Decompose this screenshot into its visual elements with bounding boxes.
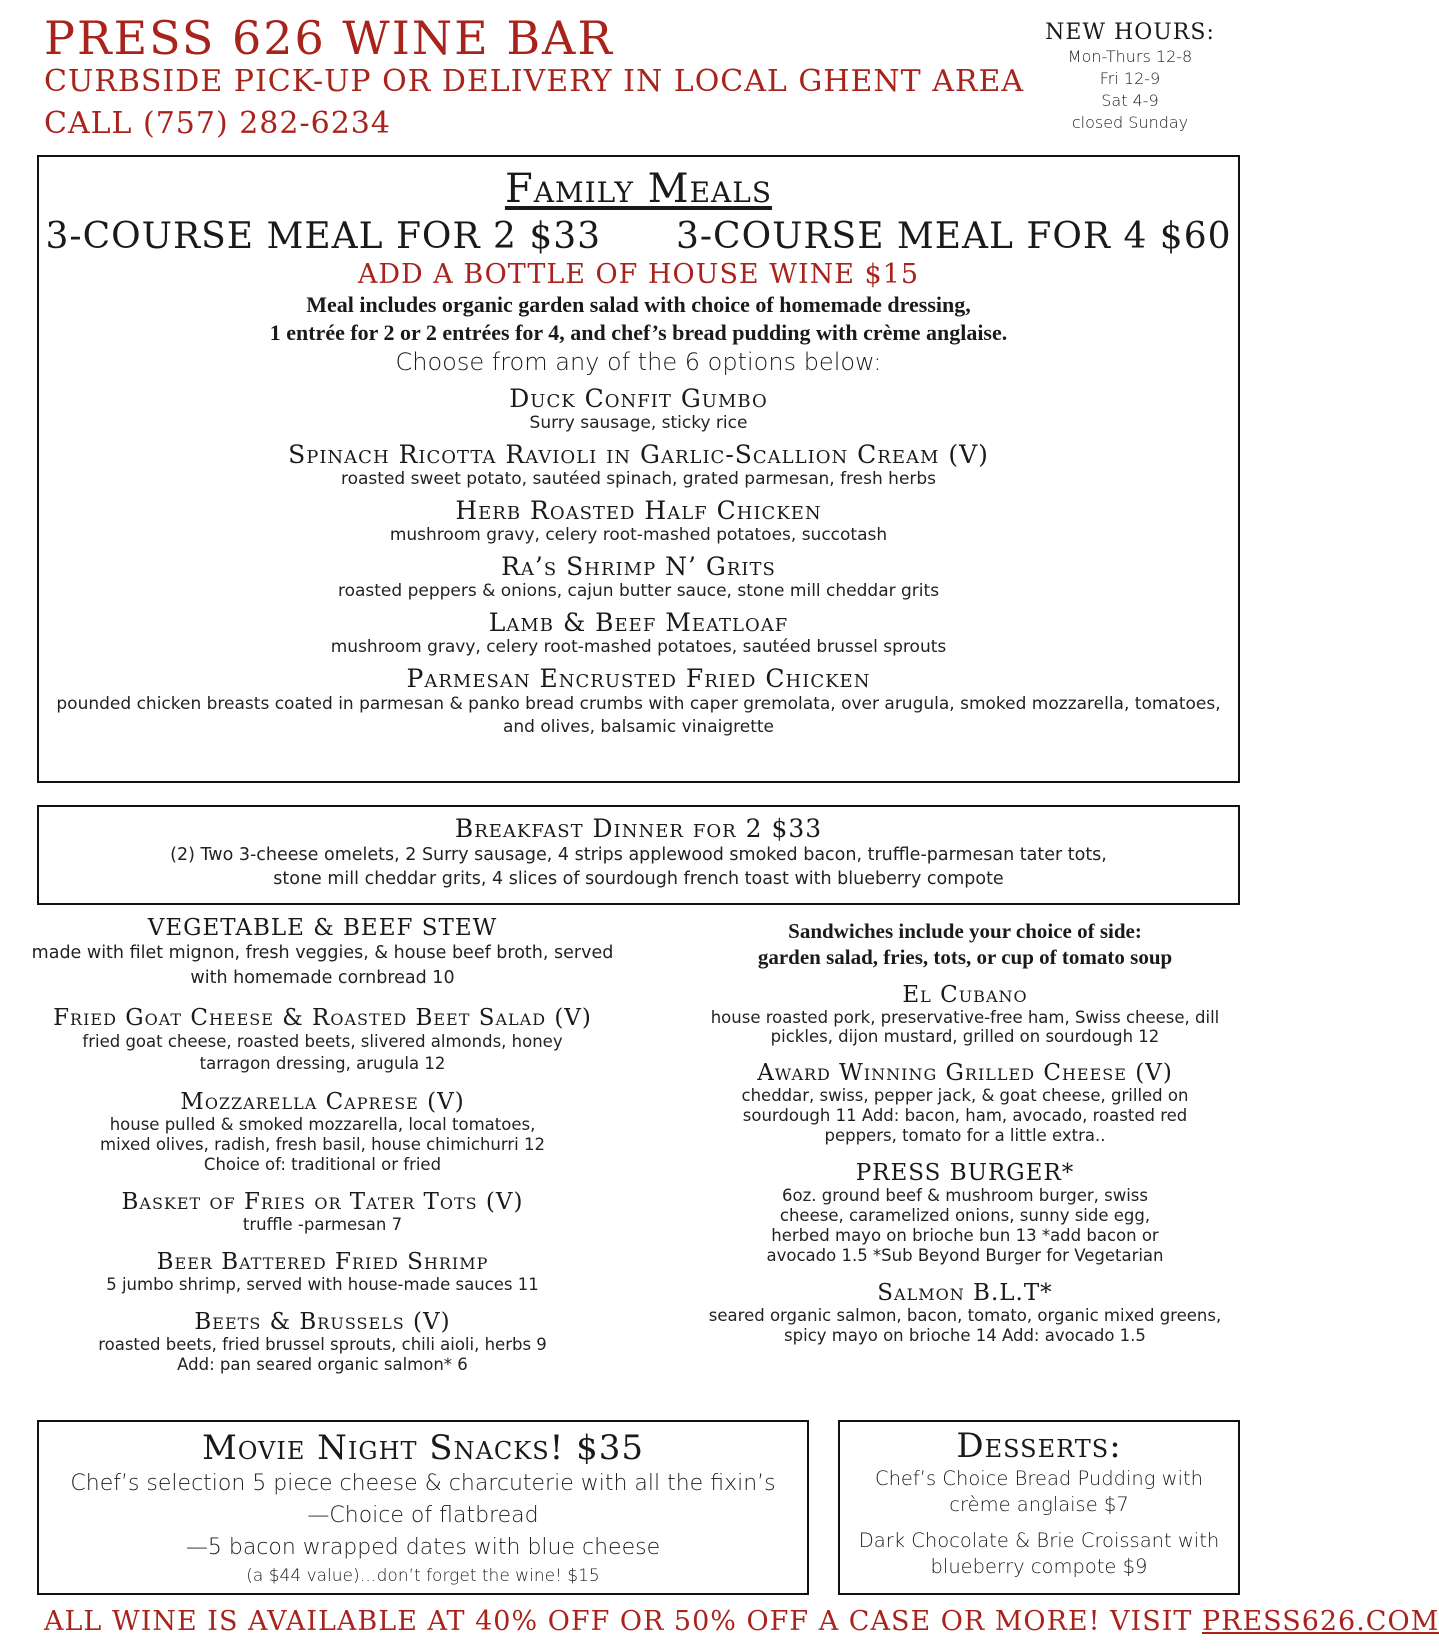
movie-night-line: (a $44 value)…don’t forget the wine! $15	[246, 1566, 600, 1586]
option-desc: roasted peppers & onions, cajun butter sauce, stone mill cheddar grits	[337, 581, 940, 601]
sandwich-desc: 6oz. ground beef & mushroom burger, swiss cheese, caramelized onions, sunny side egg, herbed mayo on brioche bun 13 *add bacon or avocado 1.5 *Sub Beyond Burger for Vegetarian	[766, 1186, 1164, 1265]
family-option	[39, 385, 1238, 433]
option-desc: mushroom gravy, celery root-mashed potatoes, sautéed brussel sprouts	[330, 637, 947, 657]
choose-options: Choose from any of the 6 options below:	[395, 348, 882, 376]
option-name: Herb Roasted Half Chicken	[455, 496, 822, 525]
family-option	[39, 553, 1238, 601]
website-link[interactable]: PRESS626.COM	[1201, 1606, 1439, 1637]
meal-includes-line: Meal includes organic garden salad with choice of homemade dressing,	[306, 292, 971, 317]
offer-for-4: 3-COURSE MEAL FOR 4 $60	[675, 216, 1232, 257]
movie-night-line: Chef’s selection 5 piece cheese & charcuterie with all the fixin’s	[70, 1471, 776, 1496]
meal-offers	[39, 217, 1238, 257]
sandwich-desc: cheddar, swiss, pepper jack, & goat cheese, grilled on sourdough 11 Add: bacon, ham, avocado, roasted red peppers, tomato for a little extra..	[741, 1086, 1189, 1145]
menu-item-desc: house pulled & smoked mozzarella, local tomatoes, mixed olives, radish, fresh basil, house chimichurri 12 Choice of: traditional or fried	[100, 1115, 545, 1174]
option-name: Spinach Ricotta Ravioli in Garlic-Scallion Cream (V)	[288, 440, 989, 469]
family-option	[39, 665, 1238, 739]
hours-line: closed Sunday	[1071, 113, 1189, 132]
menu-item-desc: made with filet mignon, fresh veggies, & house beef broth, served with homemade cornbread 10	[31, 943, 614, 988]
desserts-box	[838, 1420, 1240, 1595]
movie-night-line: —Choice of flatbread	[307, 1503, 539, 1528]
sandwich-name: PRESS BURGER*	[855, 1160, 1075, 1186]
option-name: Parmesan Encrusted Fried Chicken	[406, 664, 871, 693]
left-menu-column	[20, 915, 625, 1389]
movie-night-line: —5 bacon wrapped dates with blue cheese	[185, 1535, 661, 1560]
sandwich-note: garden salad, fries, tots, or cup of tomato soup	[757, 945, 1173, 969]
option-name: Duck Confit Gumbo	[509, 384, 768, 413]
menu-item-desc: roasted beets, fried brussel sprouts, chili aioli, herbs 9 Add: pan seared organic salmon* 6	[98, 1335, 547, 1374]
desserts-title: Desserts:	[956, 1426, 1122, 1466]
movie-night-box	[37, 1420, 809, 1595]
menu-item-desc: fried goat cheese, roasted beets, slivered almonds, honey tarragon dressing, arugula 12	[82, 1032, 563, 1073]
hours-block	[1030, 20, 1230, 134]
page-title: PRESS 626 WINE BAR	[44, 11, 614, 65]
breakfast-title: Breakfast Dinner for 2 $33	[454, 814, 823, 843]
menu-item-name: Beer Battered Fried Shrimp	[156, 1249, 489, 1275]
option-desc: pounded chicken breasts coated in parmesan & panko bread crumbs with caper gremolata, over arugula, smoked mozzarella, tomatoes, and olives, balsamic vinaigrette	[56, 694, 1221, 737]
menu-item-name: VEGETABLE & BEEF STEW	[147, 915, 498, 941]
pickup-subtitle: CURBSIDE PICK-UP OR DELIVERY IN LOCAL GHENT AREA	[44, 64, 1025, 99]
hours-heading: NEW HOURS:	[1045, 20, 1215, 45]
hours-line: Fri 12-9	[1099, 69, 1161, 88]
hours-line: Mon-Thurs 12-8	[1067, 47, 1193, 66]
family-option	[39, 609, 1238, 657]
menu-item	[20, 1089, 625, 1175]
sandwich-item	[680, 1160, 1250, 1266]
menu-item	[20, 1005, 625, 1075]
menu-item-desc: 5 jumbo shrimp, served with house-made sauces 11	[106, 1275, 539, 1294]
menu-item-name: Beets & Brussels (V)	[194, 1309, 451, 1335]
menu-item-desc: truffle -parmesan 7	[242, 1215, 403, 1234]
family-option	[39, 441, 1238, 489]
option-name: Lamb & Beef Meatloaf	[488, 608, 789, 637]
meal-includes-line: 1 entrée for 2 or 2 entrées for 4, and chef’s bread pudding with crème anglaise.	[269, 320, 1008, 345]
breakfast-desc: stone mill cheddar grits, 4 slices of sourdough french toast with blueberry compote	[273, 869, 1004, 889]
menu-item-name: Basket of Fries or Tater Tots (V)	[121, 1189, 524, 1215]
menu-item	[20, 1189, 625, 1235]
offer-for-2: 3-COURSE MEAL FOR 2 $33	[45, 216, 602, 257]
menu-item	[20, 915, 625, 991]
sandwich-desc: house roasted pork, preservative-free ham, Swiss cheese, dill pickles, dijon mustard, grilled on sourdough 12	[710, 1008, 1220, 1046]
sandwich-name: El Cubano	[902, 982, 1028, 1008]
family-option	[39, 497, 1238, 545]
dessert-item: Chef’s Choice Bread Pudding with crème anglaise $7	[874, 1467, 1204, 1516]
menu-item	[20, 1309, 625, 1375]
hours-line: Sat 4-9	[1101, 91, 1159, 110]
family-meals-box	[37, 155, 1240, 783]
menu-item	[20, 1249, 625, 1295]
menu-item-name: Fried Goat Cheese & Roasted Beet Salad (V)	[53, 1005, 592, 1031]
option-name: Ra’s Shrimp N’ Grits	[501, 552, 776, 581]
sandwich-item	[680, 1280, 1250, 1346]
sandwich-item	[680, 1060, 1250, 1146]
footer-banner	[44, 1605, 1439, 1639]
option-desc: Surry sausage, sticky rice	[529, 413, 748, 433]
sandwich-name: Award Winning Grilled Cheese (V)	[757, 1060, 1173, 1086]
movie-night-title: Movie Night Snacks! $35	[201, 1428, 645, 1468]
sandwich-desc: seared organic salmon, bacon, tomato, organic mixed greens, spicy mayo on brioche 14 Add: avocado 1.5	[708, 1306, 1222, 1345]
phone-number[interactable]: CALL (757) 282-6234	[44, 106, 391, 141]
sandwich-column	[680, 918, 1250, 1360]
option-desc: mushroom gravy, celery root-mashed potatoes, succotash	[389, 525, 888, 545]
breakfast-desc: (2) Two 3-cheese omelets, 2 Surry sausage, 4 strips applewood smoked bacon, truffle-parmesan tater tots,	[170, 845, 1107, 865]
dessert-item: Dark Chocolate & Brie Croissant with blueberry compote $9	[858, 1529, 1220, 1578]
breakfast-box	[37, 805, 1240, 905]
family-meals-title: Family Meals	[504, 166, 773, 212]
sandwich-item	[680, 982, 1250, 1046]
wine-addon: ADD A BOTTLE OF HOUSE WINE $15	[357, 259, 920, 290]
sandwich-name: Salmon B.L.T*	[877, 1280, 1053, 1306]
footer-text: ALL WINE IS AVAILABLE AT 40% OFF OR 50% OFF A CASE OR MORE! VISIT	[44, 1606, 1193, 1637]
sandwich-note: Sandwiches include your choice of side:	[788, 919, 1142, 943]
menu-item-name: Mozzarella Caprese (V)	[180, 1089, 465, 1115]
option-desc: roasted sweet potato, sautéed spinach, grated parmesan, fresh herbs	[340, 469, 937, 489]
